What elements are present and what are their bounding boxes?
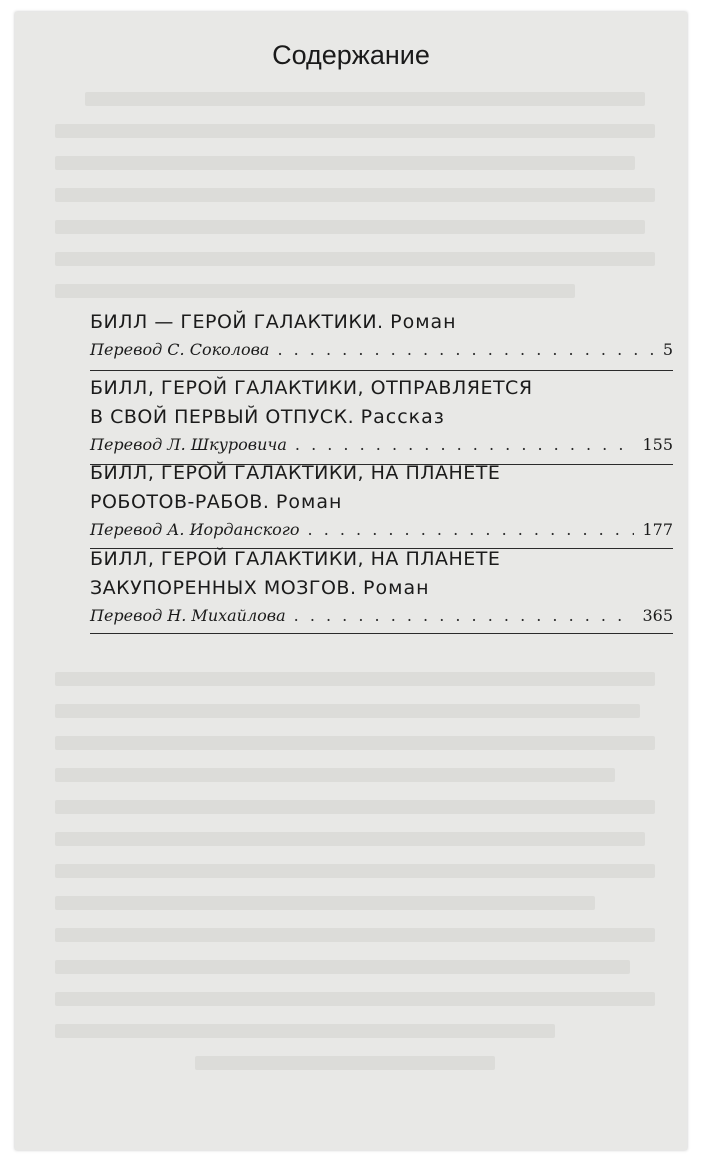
entry-page-number: 5 (662, 340, 673, 359)
dot-leader (308, 517, 635, 543)
translator-line (90, 517, 673, 543)
entry-genre: Роман (275, 491, 343, 513)
entry-genre: Роман (390, 311, 457, 333)
translator-line (90, 337, 673, 363)
entry-translator: Перевод Н. Михайлова (90, 606, 286, 625)
entry-title-line1: БИЛЛ — ГЕРОЙ ГАЛАКТИКИ. (90, 311, 384, 333)
entry-genre: Рассказ (360, 406, 445, 428)
entry-divider (90, 370, 673, 371)
entry-page-number: 155 (642, 435, 673, 454)
entry-title-line1: БИЛЛ, ГЕРОЙ ГАЛАКТИКИ, НА ПЛАНЕТЕ (90, 462, 501, 484)
entry-translator: Перевод А. Иорданского (90, 520, 300, 539)
translator-line (90, 432, 673, 458)
dot-leader (295, 432, 635, 458)
entry-title (90, 459, 673, 517)
toc-entry[interactable] (90, 545, 673, 629)
entry-genre: Роман (363, 577, 430, 599)
page-title: Содержание (272, 40, 430, 70)
entry-title-line2: РОБОТОВ-РАБОВ. (90, 491, 270, 513)
dot-leader (294, 603, 635, 629)
entry-title (90, 308, 673, 337)
entry-title-line2: В СВОЙ ПЕРВЫЙ ОТПУСК. (90, 406, 355, 428)
entry-title (90, 545, 673, 603)
dot-leader (277, 337, 654, 363)
translator-line (90, 603, 673, 629)
toc-entry[interactable] (90, 459, 673, 543)
entry-page-number: 365 (642, 606, 673, 625)
entry-title-line1: БИЛЛ, ГЕРОЙ ГАЛАКТИКИ, НА ПЛАНЕТЕ (90, 548, 501, 570)
book-page (15, 12, 687, 1150)
entry-translator: Перевод Л. Шкуровича (90, 435, 287, 454)
entry-page-number: 177 (642, 520, 673, 539)
toc-entry[interactable] (90, 374, 673, 458)
entry-title (90, 374, 673, 432)
toc-entry[interactable] (90, 308, 673, 363)
entry-divider (90, 633, 673, 634)
entry-translator: Перевод С. Соколова (90, 340, 270, 359)
entry-title-line2: ЗАКУПОРЕННЫХ МОЗГОВ. (90, 577, 357, 599)
entry-title-line1: БИЛЛ, ГЕРОЙ ГАЛАКТИКИ, ОТПРАВЛЯЕТСЯ (90, 377, 533, 399)
